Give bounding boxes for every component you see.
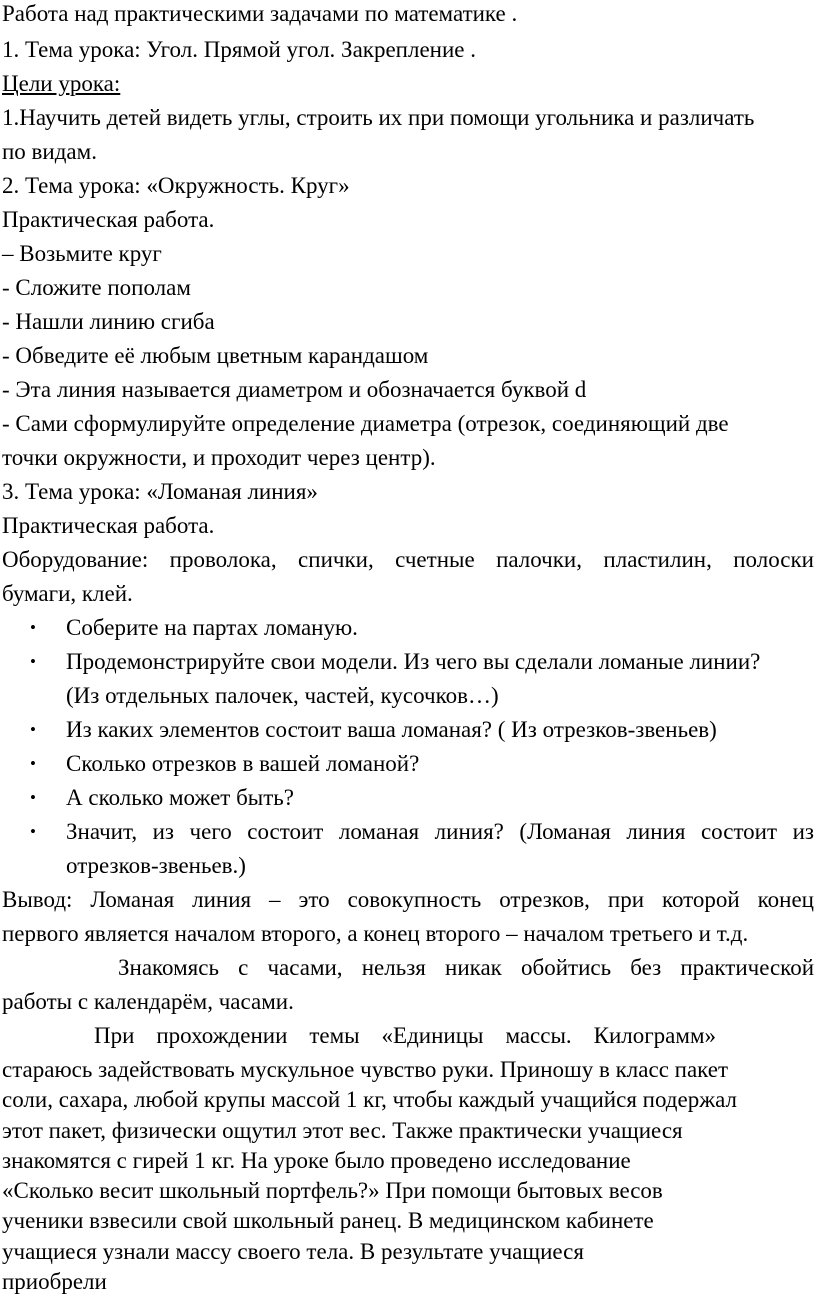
paragraph-line: ученики взвесили свой школьный ранец. В медицинском кабинете [2,1208,654,1233]
bullet-marker: • [30,618,36,637]
paragraph-line: «Сколько весит школьный портфель?» При помощи бытовых весов [2,1178,663,1203]
lesson-topic-3: 3. Тема урока: «Ломаная линия» [2,479,318,504]
step-line: - Обведите её любым цветным карандашом [2,343,429,368]
bullet-marker: • [30,720,36,739]
paragraph-line: Знакомясь с часами, нельзя никак обойтись без практической [118,955,814,980]
list-item-text: Значит, из чего состоит ломаная линия? (Ломаная линия состоит из [66,819,814,844]
list-item-text: Из каких элементов состоит ваша ломаная? ( Из отрезков-звеньев) [66,717,717,742]
bullet-marker: • [30,788,36,807]
equipment-line-continued: бумаги, клей. [2,581,133,606]
list-item-text: А сколько может быть? [66,785,294,810]
paragraph-line: При прохождении темы «Единицы массы. Килограмм» [94,1023,716,1048]
conclusion-line-continued: первого является началом второго, а конец второго – началом третьего и т.д. [2,921,749,946]
step-line: - Сложите пополам [2,275,191,300]
paragraph-line: приобрели [2,1269,107,1294]
paragraph-line: стараюсь задействовать мускульное чувство руки. Приношу в класс пакет [2,1057,729,1082]
list-item-text-continued: (Из отдельных палочек, частей, кусочков…) [66,683,499,708]
step-line: – Возьмите круг [2,241,162,266]
list-item-text: Продемонстрируйте свои модели. Из чего вы сделали ломаные линии? [66,649,761,674]
list-item-text: Сколько отрезков в вашей ломаной? [66,751,420,776]
equipment-line: Оборудование: проволока, спички, счетные палочки, пластилин, полоски [2,547,814,572]
paragraph-line: учащиеся узнали массу своего тела. В результате учащиеся [2,1239,584,1264]
step-line: - Эта линия называется диаметром и обозначается буквой d [2,377,587,402]
paragraph-line: этот пакет, физически ощутил этот вес. Также практически учащиеся [2,1118,683,1143]
step-line-continued: точки окружности, и проходит через центр). [2,445,436,470]
bullet-marker: • [30,652,36,671]
goal-line-2: по видам. [2,139,97,164]
bullet-marker: • [30,754,36,773]
step-line: - Сами сформулируйте определение диаметра (отрезок, соединяющий две [2,411,729,436]
practical-work-heading: Практическая работа. [2,513,215,538]
list-item-text-continued: отрезков-звеньев.) [66,853,246,878]
paragraph-line: знакомятся с гирей 1 кг. На уроке было проведено исследование [2,1148,631,1173]
step-line: - Нашли линию сгиба [2,309,215,334]
lesson-goals-heading: Цели урока: [2,71,121,96]
bullet-marker: • [30,822,36,841]
list-item-text: Соберите на партах ломаную. [66,615,358,640]
conclusion-line: Вывод: Ломаная линия – это совокупность отрезков, при которой конец [2,887,814,912]
doc-title: Работа над практическими задачами по математике . [2,1,518,26]
lesson-topic-2: 2. Тема урока: «Окружность. Круг» [2,173,350,198]
practical-work-heading: Практическая работа. [2,207,215,232]
paragraph-line: соли, сахара, любой крупы массой 1 кг, чтобы каждый учащийся подержал [2,1087,737,1112]
lesson-topic-1: 1. Тема урока: Угол. Прямой угол. Закрепление . [2,37,476,62]
goal-line-1: 1.Научить детей видеть углы, строить их при помощи угольника и различать [2,105,755,130]
paragraph-line: работы с календарём, часами. [2,989,294,1014]
